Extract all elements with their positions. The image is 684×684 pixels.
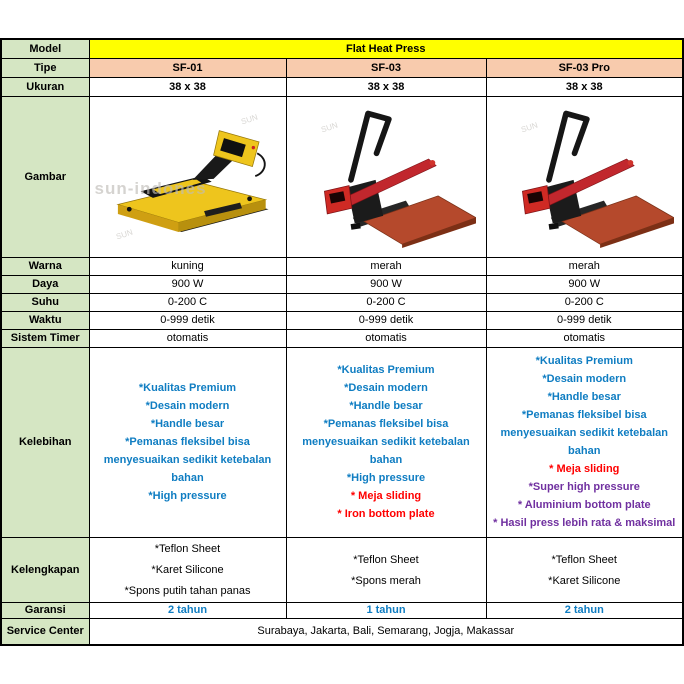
garansi-value-2: 1 tahun	[286, 602, 486, 618]
row-tipe	[1, 58, 683, 77]
row-label-suhu: Suhu	[1, 293, 89, 311]
watermark-logo: SUN	[519, 120, 539, 134]
daya-value-1: 900 W	[89, 275, 286, 293]
daya-value-3: 900 W	[486, 275, 683, 293]
sistem-timer-value-3: otomatis	[486, 329, 683, 347]
waktu-value-2: 0-999 detik	[286, 311, 486, 329]
product-photo-sf03pro	[491, 97, 679, 257]
kelebihan-item: * Meja sliding	[549, 463, 620, 475]
row-label-kelebihan: Kelebihan	[1, 347, 89, 537]
row-daya	[1, 275, 683, 293]
row-label-gambar: Gambar	[1, 96, 89, 257]
row-label-kelengkapan: Kelengkapan	[1, 537, 89, 602]
row-ukuran	[1, 77, 683, 96]
warna-value-1: kuning	[89, 257, 286, 275]
row-label-daya: Daya	[1, 275, 89, 293]
product-photo-cell-sf03	[286, 96, 486, 257]
row-label-waktu: Waktu	[1, 311, 89, 329]
row-waktu	[1, 311, 683, 329]
kelebihan-item: * Hasil press lebih rata & maksimal	[493, 517, 676, 529]
kelebihan-item: *High pressure	[346, 472, 426, 484]
kelengkapan-item: *Karet Silicone	[151, 564, 224, 576]
kelengkapan-item: *Teflon Sheet	[353, 553, 419, 566]
garansi-value-1: 2 tahun	[89, 602, 286, 618]
kelebihan-item: *Handle besar	[547, 391, 621, 403]
waktu-value-3: 0-999 detik	[486, 311, 683, 329]
row-warna	[1, 257, 683, 275]
row-label-garansi: Garansi	[1, 602, 89, 618]
tipe-value-sf03: SF-03	[286, 58, 486, 77]
ukuran-value-1: 38 x 38	[89, 77, 286, 96]
warna-value-3: merah	[486, 257, 683, 275]
waktu-value-1: 0-999 detik	[89, 311, 286, 329]
row-suhu	[1, 293, 683, 311]
warna-value-2: merah	[286, 257, 486, 275]
ukuran-value-3: 38 x 38	[486, 77, 683, 96]
kelebihan-item: *Handle besar	[150, 418, 225, 430]
model-value: Flat Heat Press	[89, 39, 683, 58]
kelebihan-item: *Super high pressure	[528, 481, 640, 493]
kelebihan-item: *Desain modern	[344, 382, 428, 394]
row-gambar	[1, 96, 683, 257]
row-label-sistem-timer: Sistem Timer	[1, 329, 89, 347]
sistem-timer-value-1: otomatis	[89, 329, 286, 347]
kelebihan-item: *Kualitas Premium	[138, 382, 237, 394]
tipe-value-sf01: SF-01	[89, 58, 286, 77]
row-label-model: Model	[1, 39, 89, 58]
kelebihan-item: *High pressure	[148, 490, 227, 502]
product-photo-sf03	[291, 97, 482, 257]
kelebihan-list-sf03pro	[486, 347, 683, 537]
daya-value-2: 900 W	[286, 275, 486, 293]
kelengkapan-item: *Teflon Sheet	[551, 553, 617, 566]
row-label-service-center: Service Center	[1, 618, 89, 645]
row-sistem-timer	[1, 329, 683, 347]
product-photo-cell-sf01	[89, 96, 286, 257]
row-model	[1, 39, 683, 58]
kelebihan-item: *Desain modern	[145, 400, 230, 412]
watermark-text: sun-indones	[94, 178, 207, 198]
row-label-tipe: Tipe	[1, 58, 89, 77]
suhu-value-1: 0-200 C	[89, 293, 286, 311]
suhu-value-2: 0-200 C	[286, 293, 486, 311]
red-sliding-heat-press-image	[296, 105, 476, 249]
watermark-logo: SUN	[239, 112, 259, 126]
kelebihan-item: *Pemanas fleksibel bisa menyesuaikan sedikit ketebalan bahan	[103, 436, 272, 484]
product-photo-sf01	[94, 97, 282, 257]
watermark-logo: SUN	[319, 120, 339, 134]
kelengkapan-item: *Spons merah	[351, 574, 421, 587]
product-photo-cell-sf03pro	[486, 96, 683, 257]
kelengkapan-item: *Teflon Sheet	[154, 543, 221, 555]
kelengkapan-list-sf03pro	[486, 537, 683, 602]
service-center-value: Surabaya, Jakarta, Bali, Semarang, Jogja, Makassar	[89, 618, 683, 645]
suhu-value-3: 0-200 C	[486, 293, 683, 311]
row-kelebihan	[1, 347, 683, 537]
row-kelengkapan	[1, 537, 683, 602]
kelebihan-item: *Kualitas Premium	[535, 355, 633, 367]
product-comparison-table	[0, 38, 684, 646]
kelebihan-item: *Desain modern	[542, 373, 627, 385]
kelebihan-item: *Pemanas fleksibel bisa menyesuaikan sedikit ketebalan bahan	[302, 418, 470, 466]
yellow-flat-heat-press-image	[98, 105, 278, 249]
kelebihan-item: * Aluminium bottom plate	[517, 499, 651, 511]
row-service-center	[1, 618, 683, 645]
kelebihan-item: *Kualitas Premium	[337, 364, 435, 376]
kelengkapan-item: *Karet Silicone	[548, 574, 621, 587]
kelengkapan-item: *Spons putih tahan panas	[124, 585, 251, 597]
watermark-logo: SUN	[114, 227, 134, 241]
row-label-warna: Warna	[1, 257, 89, 275]
garansi-value-3: 2 tahun	[486, 602, 683, 618]
kelengkapan-list-sf01	[89, 537, 286, 602]
sistem-timer-value-2: otomatis	[286, 329, 486, 347]
kelebihan-list-sf03	[286, 347, 486, 537]
ukuran-value-2: 38 x 38	[286, 77, 486, 96]
kelebihan-item: *Handle besar	[349, 400, 423, 412]
tipe-value-sf03pro: SF-03 Pro	[486, 58, 683, 77]
kelebihan-item: *Pemanas fleksibel bisa menyesuaikan sedikit ketebalan bahan	[500, 409, 669, 457]
kelebihan-item: * Iron bottom plate	[337, 508, 435, 520]
row-label-ukuran: Ukuran	[1, 77, 89, 96]
red-sliding-heat-press-pro-image	[494, 105, 674, 249]
kelengkapan-list-sf03	[286, 537, 486, 602]
kelebihan-item: * Meja sliding	[350, 490, 422, 502]
row-garansi	[1, 602, 683, 618]
kelebihan-list-sf01	[89, 347, 286, 537]
